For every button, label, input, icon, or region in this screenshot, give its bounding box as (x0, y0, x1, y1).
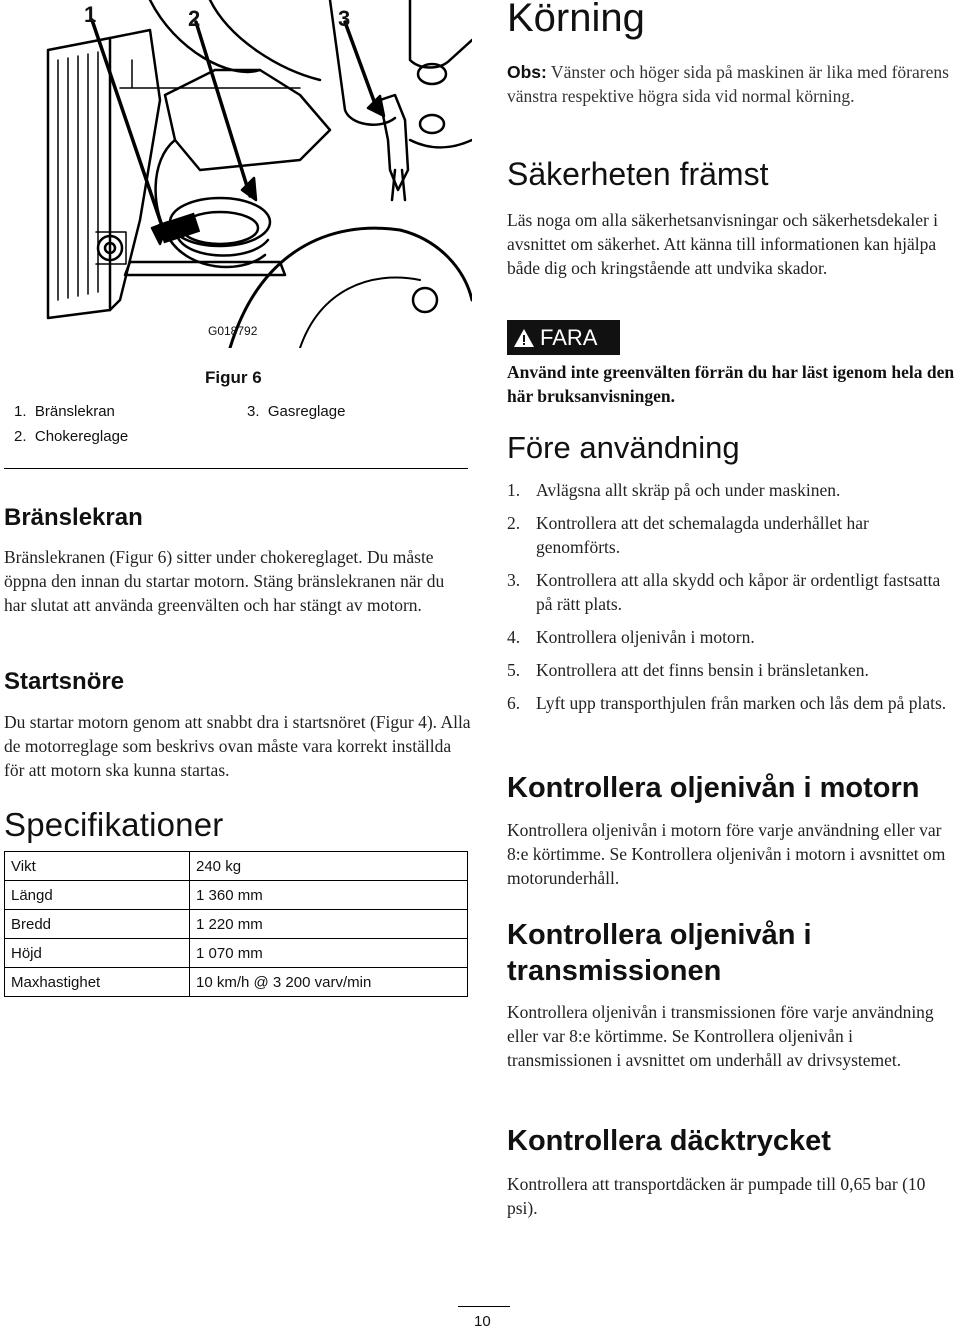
table-row (5, 968, 468, 997)
page-number: 10 (474, 1313, 491, 1330)
specifications-table (4, 851, 468, 997)
danger-label: FARA (540, 324, 598, 350)
list-item (507, 568, 957, 616)
spec-label: Längd (5, 881, 190, 910)
list-item (507, 625, 957, 649)
footer-rule (458, 1306, 510, 1307)
table-row (5, 939, 468, 968)
spec-label: Höjd (5, 939, 190, 968)
obs-label: Obs: (507, 62, 547, 82)
callout-3: 3 (338, 6, 351, 31)
table-row (5, 852, 468, 881)
item-text: Avlägsna allt skräp på och under maskinen. (536, 480, 841, 500)
item-number: 5. (507, 660, 521, 680)
fore-anvandning-heading: Före användning (507, 430, 740, 465)
spec-label: Maxhastighet (5, 968, 190, 997)
item-text: Kontrollera att det finns bensin i bränsletanken. (536, 660, 869, 680)
checklist (507, 478, 957, 724)
item-number: 6. (507, 693, 521, 713)
item-number: 4. (507, 627, 521, 647)
item-text: Kontrollera att alla skydd och kåpor är ordentligt fastsatta på rätt plats. (536, 570, 941, 614)
dacktryck-text: Kontrollera att transportdäcken är pumpade till 0,65 bar (10 psi). (507, 1174, 926, 1218)
callout-2: 2 (188, 6, 201, 31)
list-item (507, 691, 957, 715)
specifikationer-heading: Specifikationer (4, 806, 224, 843)
spec-value: 1 360 mm (190, 881, 468, 910)
startsnore-text: Du startar motorn genom att snabbt dra i startsnöret (Figur 4). Alla de motorreglage som beskrivs ovan måste vara korrekt inställda för att motorn ska kunna startas. (4, 712, 471, 780)
legend-number: 3. (247, 403, 260, 420)
list-item (507, 658, 957, 682)
olja-transmission-text: Kontrollera oljenivån i transmissionen före varje användning eller var 8:e körtimme. Se Kontrollera oljenivån i transmissionen i avsnittet om underhåll av drivsystemet. (507, 1002, 934, 1070)
figure-code: G018792 (208, 324, 258, 338)
item-number: 2. (507, 513, 521, 533)
sakerhet-text: Läs noga om alla säkerhetsanvisningar och säkerhetsdekaler i avsnittet om säkerhet. Att känna till informationen kan hjälpa både dig och kringstående att undvika skador. (507, 210, 939, 278)
engine-illustration (0, 0, 472, 348)
table-row (5, 881, 468, 910)
callout-1: 1 (84, 2, 97, 27)
branslekran-text: Bränslekranen (Figur 6) sitter under chokereglaget. Du måste öppna den innan du startar motorn. Stäng bränslekranen när du har slutat att använda greenvälten och har stängt av motorn. (4, 547, 445, 615)
item-text: Lyft upp transporthjulen från marken och lås dem på plats. (536, 693, 947, 713)
spec-label: Bredd (5, 910, 190, 939)
legend-number: 2. (14, 428, 27, 445)
spec-value: 1 220 mm (190, 910, 468, 939)
legend-item (14, 403, 115, 420)
legend-item (14, 428, 128, 445)
spec-value: 240 kg (190, 852, 468, 881)
startsnore-heading: Startsnöre (4, 668, 125, 695)
danger-text: Använd inte greenvälten förrän du har läst igenom hela den här bruksanvisningen. (507, 362, 955, 406)
danger-badge (507, 320, 620, 355)
item-number: 1. (507, 480, 521, 500)
item-number: 3. (507, 570, 521, 590)
warning-icon (513, 328, 535, 348)
list-item (507, 478, 957, 502)
list-item (507, 511, 957, 559)
legend-label: Gasreglage (267, 403, 346, 420)
legend-item (247, 403, 345, 420)
page-title: Körning (507, 0, 645, 40)
olja-motor-heading: Kontrollera oljenivån i motorn (507, 772, 920, 804)
branslekran-heading: Bränslekran (4, 504, 143, 531)
dacktryck-heading: Kontrollera däcktrycket (507, 1125, 831, 1157)
legend-number: 1. (14, 403, 27, 420)
olja-transmission-heading: Kontrollera oljenivån i transmissionen (507, 919, 812, 987)
figure-title: Figur 6 (205, 368, 262, 387)
olja-motor-text: Kontrollera oljenivån i motorn före varje användning eller var 8:e körtimme. Se Kontrollera oljenivån i motorn i avsnittet om motorunderhåll. (507, 820, 946, 888)
obs-note (507, 60, 957, 108)
engine-line-drawing (0, 0, 472, 348)
spec-value: 10 km/h @ 3 200 varv/min (190, 968, 468, 997)
legend-label: Bränslekran (34, 403, 115, 420)
sakerhet-heading: Säkerheten främst (507, 156, 769, 192)
section-divider (4, 468, 468, 469)
item-text: Kontrollera oljenivån i motorn. (536, 627, 755, 647)
spec-value: 1 070 mm (190, 939, 468, 968)
spec-label: Vikt (5, 852, 190, 881)
table-row (5, 910, 468, 939)
item-text: Kontrollera att det schemalagda underhållet har genomförts. (536, 513, 869, 557)
obs-text: Vänster och höger sida på maskinen är lika med förarens vänstra respektive högra sida vid normal körning. (507, 62, 949, 106)
legend-label: Chokereglage (34, 428, 129, 445)
